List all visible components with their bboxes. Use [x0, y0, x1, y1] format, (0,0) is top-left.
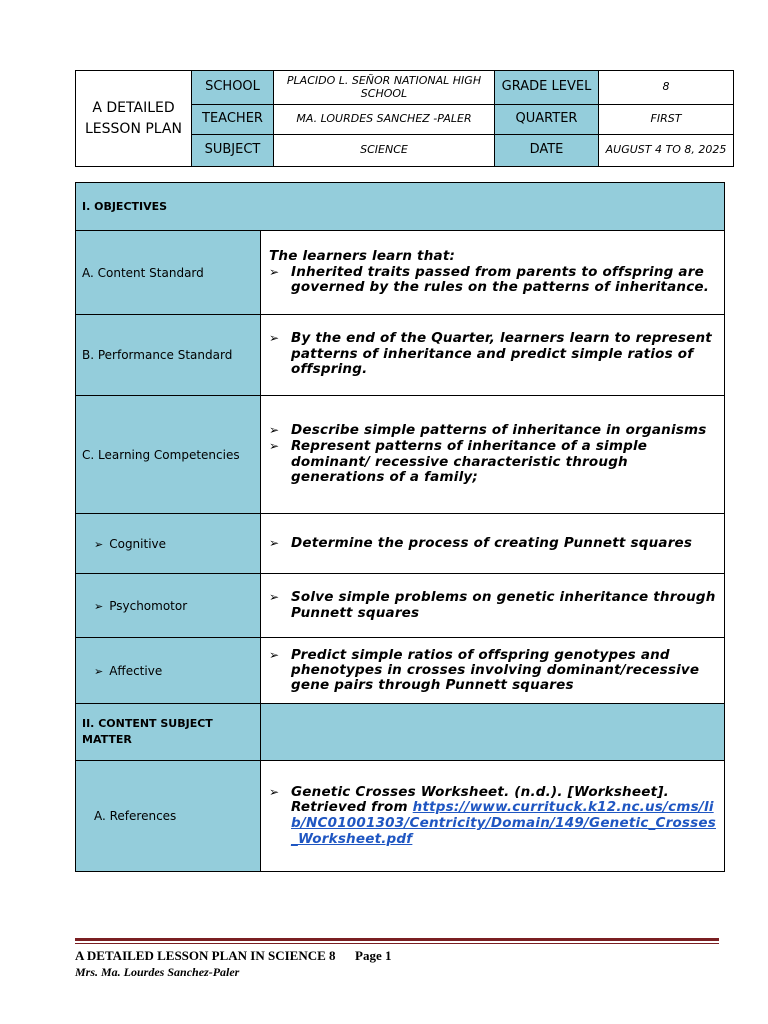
document-title: A DETAILED LESSON PLAN	[76, 71, 192, 167]
footer-page-number: Page 1	[355, 948, 392, 963]
arrow-bullet-icon: ➢	[94, 664, 104, 678]
table-row	[76, 761, 725, 872]
references-cell	[261, 761, 725, 872]
references-label: A. References	[76, 761, 261, 872]
cognitive-text: Determine the process of creating Punnett squares	[291, 534, 693, 551]
content-standard-lead: The learners learn that:	[269, 248, 456, 265]
affective-label-cell	[76, 638, 261, 704]
content-standard-cell	[261, 231, 725, 315]
arrow-bullet-icon: ➢	[269, 331, 280, 345]
performance-standard-label: B. Performance Standard	[76, 315, 261, 396]
arrow-bullet-icon: ➢	[269, 589, 280, 604]
references-link[interactable]: https://www.currituck.k12.nc.us/cms/lib/NC01001303/Centricity/Domain/149/Genetic_Crosses_Worksheet.pdf	[291, 799, 716, 847]
table-row	[76, 514, 725, 574]
table-row	[76, 315, 725, 396]
footer-title: A DETAILED LESSON PLAN IN SCIENCE 8	[75, 948, 336, 963]
table-row	[76, 231, 725, 315]
teacher-value: MA. LOURDES SANCHEZ -PALER	[274, 105, 495, 135]
psychomotor-cell	[261, 574, 725, 638]
psychomotor-label-cell	[76, 574, 261, 638]
subject-label: SUBJECT	[192, 135, 274, 167]
performance-standard-text: By the end of the Quarter, learners learn to represent patterns of inheritance and predict simple ratios of offspring.	[291, 330, 712, 378]
learning-competency-2: Represent patterns of inheritance of a simple dominant/ recessive characteristic through generations of a family;	[291, 437, 648, 486]
table-row	[76, 574, 725, 638]
grade-level-value: 8	[599, 71, 734, 105]
learning-competency-1: Describe simple patterns of inheritance in organisms	[291, 422, 707, 439]
arrow-bullet-icon: ➢	[269, 423, 280, 438]
content-heading-blank	[261, 704, 725, 761]
objectives-heading: I. OBJECTIVES	[76, 183, 725, 231]
arrow-bullet-icon: ➢	[269, 264, 280, 279]
arrow-bullet-icon: ➢	[269, 438, 280, 453]
psychomotor-label: Psychomotor	[109, 598, 188, 613]
performance-standard-cell	[261, 315, 725, 396]
cognitive-cell	[261, 514, 725, 574]
arrow-bullet-icon: ➢	[269, 784, 280, 799]
content-heading-row	[76, 704, 725, 761]
lesson-plan-table	[75, 182, 725, 872]
footer-rule-thin	[75, 943, 719, 944]
psychomotor-text: Solve simple problems on genetic inheritance through Punnett squares	[291, 588, 716, 621]
arrow-bullet-icon: ➢	[269, 648, 280, 663]
school-value: PLACIDO L. SEÑOR NATIONAL HIGH SCHOOL	[274, 71, 495, 105]
affective-label: Affective	[109, 663, 163, 678]
cognitive-label: Cognitive	[109, 536, 167, 551]
content-standard-label: A. Content Standard	[76, 231, 261, 315]
arrow-bullet-icon: ➢	[269, 535, 280, 550]
content-standard-text: Inherited traits passed from parents to offspring are governed by the rules on the patterns of inheritance.	[291, 263, 710, 296]
footer-author: Mrs. Ma. Lourdes Sanchez-Paler	[75, 965, 240, 979]
subject-value: SCIENCE	[274, 135, 495, 167]
quarter-label: QUARTER	[495, 105, 599, 135]
date-value: AUGUST 4 TO 8, 2025	[599, 135, 734, 167]
learning-competencies-label: C. Learning Competencies	[76, 396, 261, 514]
content-heading: II. CONTENT SUBJECT MATTER	[76, 704, 261, 761]
table-row	[76, 396, 725, 514]
teacher-label: TEACHER	[192, 105, 274, 135]
grade-level-label: GRADE LEVEL	[495, 71, 599, 105]
learning-competencies-cell	[261, 396, 725, 514]
affective-cell	[261, 638, 725, 704]
arrow-bullet-icon: ➢	[94, 537, 104, 551]
affective-text: Predict simple ratios of offspring genotypes and phenotypes in crosses involving dominant/recessive gene pairs through Punnett squares	[291, 647, 700, 693]
table-row	[76, 638, 725, 704]
date-label: DATE	[495, 135, 599, 167]
footer-rule	[75, 938, 719, 941]
objectives-heading-row	[76, 183, 725, 231]
quarter-value: FIRST	[599, 105, 734, 135]
cognitive-label-cell	[76, 514, 261, 574]
references-text: Genetic Crosses Worksheet. (n.d.). [Worksheet]. Retrieved from	[291, 783, 669, 816]
header-table	[75, 70, 734, 167]
school-label: SCHOOL	[192, 71, 274, 105]
arrow-bullet-icon: ➢	[94, 599, 104, 613]
